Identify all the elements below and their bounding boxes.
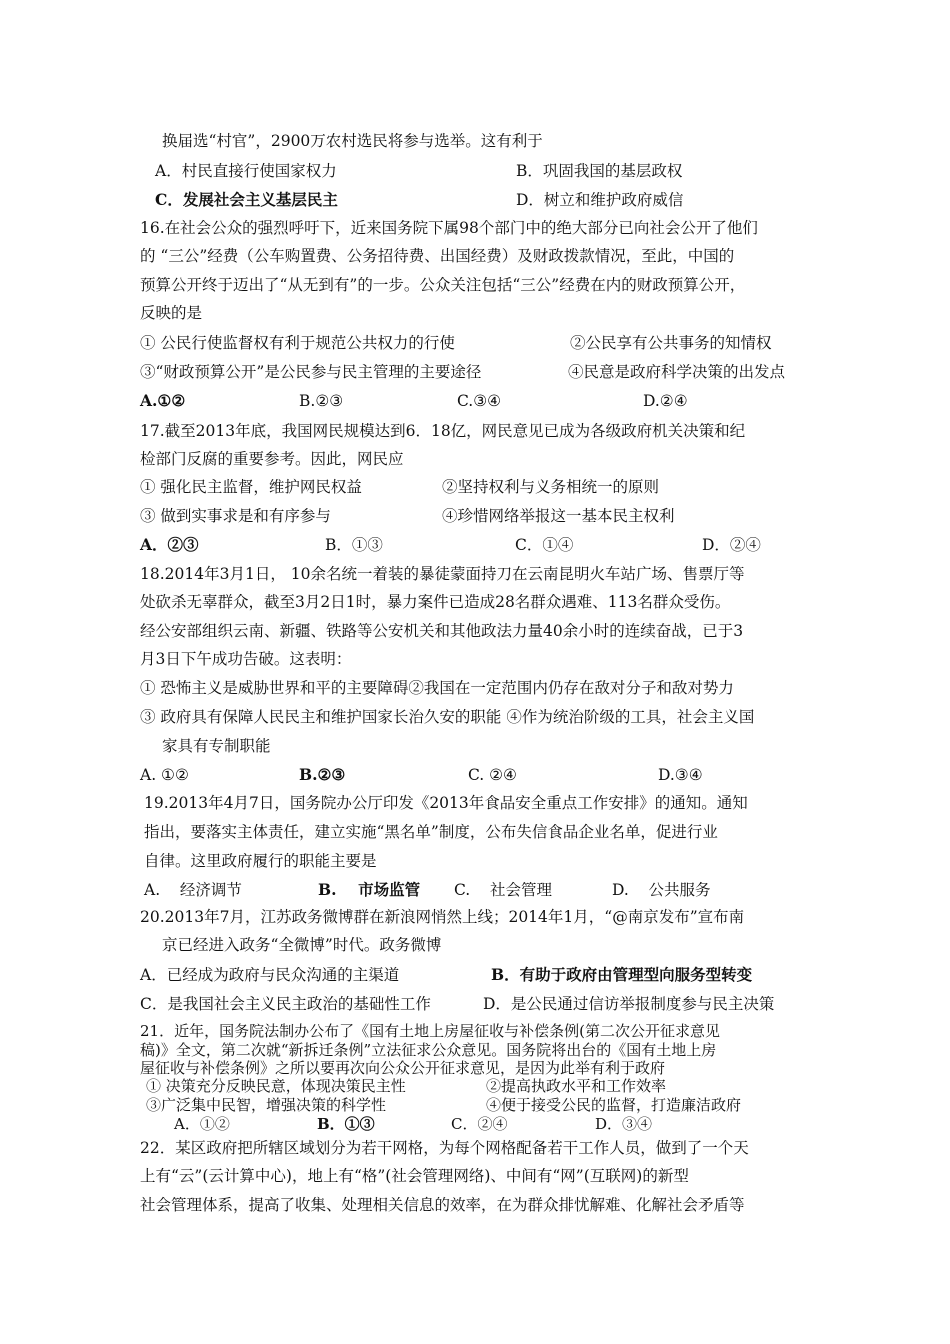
q16-option-b: B.②③: [299, 392, 344, 410]
q15-option-c: C．发展社会主义基层民主: [155, 190, 338, 209]
q21-statement-1: ① 决策充分反映民意，体现决策民主性: [146, 1077, 406, 1095]
q18-statement-4-cont: 家具有专制职能: [162, 737, 271, 755]
q20-stem-2: 京已经进入政务“全微博”时代。政务微博: [162, 936, 442, 954]
q21-stem-3: 屋征收与补偿条例》之所以要再次向公众公开征求意见，是因为此举有利于政府: [140, 1059, 666, 1077]
q19-option-d: D. 公共服务: [612, 881, 711, 899]
q19-stem-2: 指出，要落实主体责任，建立实施“黑名单”制度，公布失信食品企业名单，促进行业: [144, 823, 718, 841]
q18-statements-3-4: ③ 政府具有保障人民民主和维护国家长治久安的职能 ④作为统治阶级的工具，社会主义国: [140, 708, 755, 726]
q19-option-b: B. 市场监管: [318, 880, 421, 899]
q15-stem: 换届选“村官”，2900万农村选民将参与选举。这有利于: [162, 132, 543, 150]
q19-stem-3: 自律。这里政府履行的职能主要是: [144, 852, 377, 870]
q16-statement-3: ③“财政预算公开”是公民参与民主管理的主要途径: [140, 363, 482, 381]
q22-stem-2: 上有“云”(云计算中心)，地上有“格”(社会管理网络)、中间有“网”(互联网)的新型: [140, 1167, 689, 1185]
q17-option-d: D．②④: [702, 536, 761, 554]
q16-option-a: A.①②: [140, 391, 186, 410]
q18-stem-4: 月3日下午成功告破。这表明：: [140, 650, 352, 668]
q21-option-a: A．①②: [174, 1115, 230, 1133]
q20-option-a: A．已经成为政府与民众沟通的主渠道: [140, 966, 400, 984]
q17-statement-2: ②坚持权利与义务相统一的原则: [442, 478, 660, 496]
q18-stem-2: 处砍杀无辜群众，截至3月2日1时，暴力案件已造成28名群众遇难、113名群众受伤。: [140, 593, 731, 611]
q18-option-b: B.②③: [299, 765, 346, 784]
q19-option-c: C. 社会管理: [454, 881, 552, 899]
q20-option-c: C．是我国社会主义民主政治的基础性工作: [140, 995, 431, 1013]
q17-stem-2: 检部门反腐的重要参考。因此，网民应: [140, 450, 404, 468]
q16-stem-2: 的 “三公”经费（公车购置费、公务招待费、出国经费）及财政拨款情况，至此，中国的: [140, 247, 735, 265]
q15-option-b: B．巩固我国的基层政权: [516, 162, 683, 180]
q16-stem-1: 16.在社会公众的强烈呼吁下，近来国务院下属98个部门中的绝大部分已向社会公开了他们: [140, 219, 758, 237]
q19-option-a: A. 经济调节: [144, 881, 242, 899]
q19-stem-1: 19.2013年4月7日，国务院办公厅印发《2013年食品安全重点工作安排》的通知。通知: [144, 794, 748, 812]
q15-option-a: A．村民直接行使国家权力: [155, 162, 337, 180]
q18-option-d: D.③④: [658, 766, 703, 784]
q21-stem-1: 21．近年，国务院法制办公布了《国有土地上房屋征收与补偿条例(第二次公开征求意见: [140, 1022, 720, 1040]
q22-stem-1: 22．某区政府把所辖区域划分为若干网格，为每个网格配备若干工作人员，做到了一个天: [140, 1139, 749, 1157]
q21-statement-2: ②提高执政水平和工作效率: [486, 1077, 667, 1095]
q16-option-c: C.③④: [457, 392, 502, 410]
q17-statement-1: ① 强化民主监督，维护网民权益: [140, 478, 362, 496]
q16-option-d: D.②④: [643, 392, 688, 410]
q17-option-b: B．①③: [325, 536, 383, 554]
q16-stem-3: 预算公开终于迈出了“从无到有”的一步。公众关注包括“三公”经费在内的财政预算公开，: [140, 276, 746, 294]
q21-statement-3: ③广泛集中民智，增强决策的科学性: [146, 1096, 387, 1114]
q17-statement-3: ③ 做到实事求是和有序参与: [140, 507, 331, 525]
q21-stem-2: 稿)》全文，第二次就“新拆迁条例”立法征求公众意见。国务院将出台的《国有土地上房: [140, 1041, 717, 1059]
q17-stem-1: 17.截至2013年底，我国网民规模达到6．18亿，网民意见已成为各级政府机关决策和纪: [140, 422, 746, 440]
q21-option-b: B．①③: [317, 1115, 375, 1133]
q20-stem-1: 20.2013年7月，江苏政务微博群在新浪网悄然上线；2014年1月，“@南京发布”宣布南: [140, 908, 745, 926]
q21-option-c: C．②④: [451, 1115, 508, 1133]
q20-option-b: B．有助于政府由管理型向服务型转变: [491, 965, 753, 984]
q16-statement-1: ① 公民行使监督权有利于规范公共权力的行使: [140, 334, 455, 352]
q18-option-a: A. ①②: [140, 766, 189, 784]
q18-option-c: C. ②④: [468, 766, 517, 784]
q21-option-d: D．③④: [595, 1115, 653, 1133]
q18-stem-3: 经公安部组织云南、新疆、铁路等公安机关和其他政法力量40余小时的连续奋战，已于3: [140, 622, 744, 640]
q21-statement-4: ④便于接受公民的监督，打造廉洁政府: [486, 1096, 742, 1114]
q17-option-a: A．②③: [140, 535, 199, 554]
q20-option-d: D．是公民通过信访举报制度参与民主决策: [483, 995, 775, 1013]
q17-statement-4: ④珍惜网络举报这一基本民主权利: [442, 507, 675, 525]
q16-statement-4: ④民意是政府科学决策的出发点: [568, 363, 786, 381]
q15-option-d: D．树立和维护政府威信: [516, 191, 684, 209]
q16-statement-2: ②公民享有公共事务的知情权: [570, 334, 772, 352]
q18-stem-1: 18.2014年3月1日， 10余名统一着装的暴徒蒙面持刀在云南昆明火车站广场、售票厅等: [140, 565, 745, 583]
q17-option-c: C．①④: [515, 536, 574, 554]
q16-stem-4: 反映的是: [140, 304, 203, 322]
q18-statements-1-2: ① 恐怖主义是威胁世界和平的主要障碍②我国在一定范围内仍存在敌对分子和敌对势力: [140, 679, 734, 697]
q22-stem-3: 社会管理体系，提高了收集、处理相关信息的效率，在为群众排忧解难、化解社会矛盾等: [140, 1196, 745, 1214]
